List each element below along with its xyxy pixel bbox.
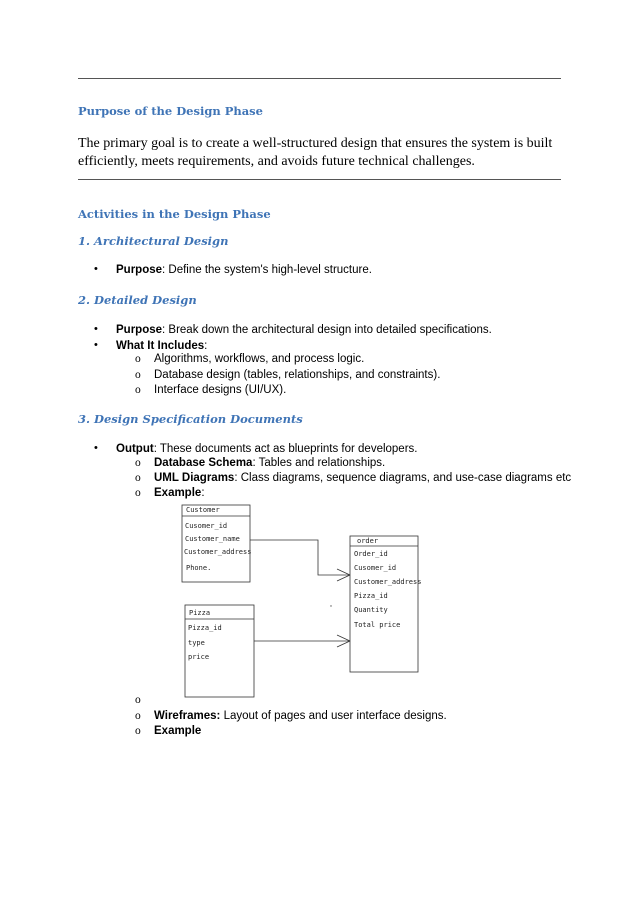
circle-bullet: o <box>135 384 141 396</box>
sub-item: Interface designs (UI/UX). <box>154 384 287 396</box>
label: What It Includes <box>116 340 205 352</box>
crowfoot-line <box>337 569 350 575</box>
heading-spec-documents: 3. Design Specification Documents <box>78 412 303 426</box>
label: Database Schema <box>154 457 253 469</box>
label: UML Diagrams <box>154 472 235 484</box>
heading-detailed-design: 2. Detailed Design <box>78 293 197 307</box>
label: Example <box>154 487 202 499</box>
sub-item: Algorithms, workflows, and process logic. <box>154 353 365 365</box>
purpose-paragraph: The primary goal is to create a well-structured design that ensures the system is built efficiently, meets requirements, and avoids future technical challenges. <box>78 136 553 169</box>
stray-dot <box>330 605 331 606</box>
crowfoot-line <box>337 575 350 581</box>
pizza-table <box>185 605 254 697</box>
sub-item: Database design (tables, relationships, and constraints). <box>154 369 441 381</box>
spec-example2-item <box>154 725 201 737</box>
customer-table <box>182 505 251 582</box>
bullet: • <box>94 323 98 335</box>
label: Example <box>154 725 202 737</box>
crowfoot-line <box>337 641 350 647</box>
pizza-order-relation <box>254 635 350 647</box>
circle-bullet: o <box>135 725 141 737</box>
order-field: Order_id <box>354 550 388 558</box>
text: Layout of pages and user interface designs. <box>220 710 447 722</box>
heading-activities: Activities in the Design Phase <box>78 207 271 221</box>
text: : Class diagrams, sequence diagrams, and use-case diagrams etc <box>234 472 572 484</box>
order-field: Cusomer_id <box>354 564 397 572</box>
text: : <box>201 487 205 499</box>
text: : These documents act as blueprints for developers. <box>153 443 418 455</box>
text: : Break down the architectural design into detailed specifications. <box>162 324 492 336</box>
text: : Tables and relationships. <box>252 457 386 469</box>
label: Purpose <box>116 264 163 276</box>
label: Output <box>116 443 154 455</box>
circle-bullet: o <box>135 472 141 484</box>
relation-line <box>250 540 350 575</box>
customer-field: Customer_name <box>185 535 240 543</box>
customer-order-relation <box>250 540 350 581</box>
order-field: Quantity <box>354 606 388 614</box>
heading-purpose: Purpose of the Design Phase <box>78 104 263 118</box>
pizza-table-title: Pizza <box>189 609 211 617</box>
order-table-title: order <box>357 537 379 545</box>
bullet: • <box>94 339 98 351</box>
order-field: Customer_address <box>354 578 422 586</box>
circle-bullet: o <box>135 353 141 365</box>
pizza-field: price <box>188 653 210 661</box>
circle-bullet: o <box>135 694 141 706</box>
order-field: Pizza_id <box>354 592 388 600</box>
spec-wireframes-item <box>154 710 447 722</box>
pizza-field: type <box>188 639 205 647</box>
customer-field: Phone. <box>186 564 212 572</box>
circle-bullet: o <box>135 710 141 722</box>
label: Wireframes: <box>154 710 221 722</box>
circle-bullet: o <box>135 487 141 499</box>
customer-field: Cusomer_id <box>185 522 228 530</box>
crowfoot-line <box>337 635 350 641</box>
customer-table-title: Customer <box>186 506 220 514</box>
text: : Define the system's high-level structure. <box>162 264 372 276</box>
bullet: • <box>94 442 98 454</box>
bullet: • <box>94 263 98 275</box>
pizza-field: Pizza_id <box>188 624 222 632</box>
text: : <box>204 340 208 352</box>
circle-bullet: o <box>135 369 141 381</box>
customer-field: Customer_address <box>184 548 252 556</box>
label: Purpose <box>116 324 163 336</box>
circle-bullet: o <box>135 457 141 469</box>
order-table <box>350 536 421 672</box>
order-field: Total price <box>354 621 401 629</box>
heading-architectural-design: 1. Architectural Design <box>78 234 229 248</box>
